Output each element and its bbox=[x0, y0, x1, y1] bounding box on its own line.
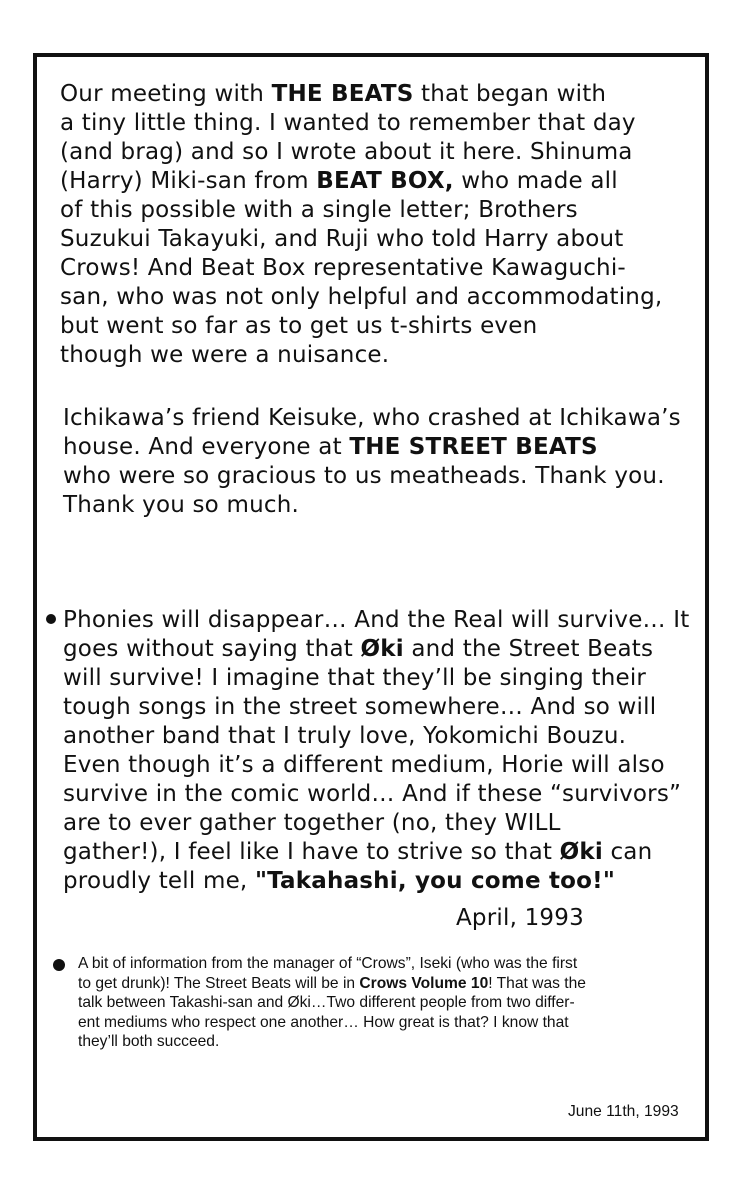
band-name-the-beats: THE BEATS bbox=[271, 81, 414, 107]
bullet-icon bbox=[46, 614, 56, 624]
text-line: another band that I truly love, Yokomichi Bouzu. bbox=[63, 723, 627, 749]
text-line: that began with bbox=[413, 81, 607, 107]
text-line: (Harry) Miki-san from bbox=[60, 168, 317, 194]
text-line: Crows! And Beat Box representative Kawaguchi- bbox=[60, 255, 626, 281]
text-line: Our meeting with bbox=[60, 81, 272, 107]
text-line: are to ever gather together (no, they WILL bbox=[63, 810, 561, 836]
text-line: who were so gracious to us meatheads. Thank you. bbox=[63, 463, 665, 489]
name-oki: Øki bbox=[559, 839, 603, 865]
name-oki: Øki bbox=[360, 636, 404, 662]
quote-takahashi: "Takahashi, you come too!" bbox=[254, 868, 616, 894]
text-line: goes without saying that bbox=[63, 636, 361, 662]
text-line: (and brag) and so I wrote about it here. Shinuma bbox=[60, 139, 633, 165]
band-name-street-beats: THE STREET BEATS bbox=[349, 434, 598, 460]
text-line: and the Street Beats bbox=[403, 636, 654, 662]
text-line: though we were a nuisance. bbox=[60, 342, 390, 368]
text-line: but went so far as to get us t-shirts even bbox=[60, 313, 538, 339]
text-line: will survive! I imagine that they’ll be singing their bbox=[63, 665, 647, 691]
text-line: proudly tell me, bbox=[63, 868, 255, 894]
date-april-1993: April, 1993 bbox=[456, 905, 584, 931]
text-line: who made all bbox=[453, 168, 618, 194]
crows-volume-10: Crows Volume 10 bbox=[359, 974, 489, 992]
date-june-1993: June 11th, 1993 bbox=[568, 1103, 679, 1120]
text-line: they’ll both succeed. bbox=[78, 1033, 220, 1050]
text-line: to get drunk)! The Street Beats will be in bbox=[78, 974, 360, 992]
text-line: a tiny little thing. I wanted to remember that day bbox=[60, 110, 636, 136]
bullet-icon bbox=[53, 959, 65, 971]
text-line: Phonies will disappear… And the Real will survive… It bbox=[63, 607, 690, 633]
text-line: survive in the comic world… And if these “survivors” bbox=[63, 781, 682, 807]
text-line: talk between Takashi-san and Øki…Two different people from two differ- bbox=[78, 994, 575, 1011]
text-line: Thank you so much. bbox=[63, 492, 299, 518]
text-line: can bbox=[602, 839, 653, 865]
text-line: Ichikawa’s friend Keisuke, who crashed at Ichikawa’s bbox=[63, 405, 681, 431]
text-line: Suzukui Takayuki, and Ruji who told Harry about bbox=[60, 226, 624, 252]
text-line: house. And everyone at bbox=[63, 434, 350, 460]
text-line: ent mediums who respect one another… How great is that? I know that bbox=[78, 1013, 569, 1031]
text-line: gather!), I feel like I have to strive so that bbox=[63, 839, 560, 865]
text-line: san, who was not only helpful and accommodating, bbox=[60, 284, 663, 310]
label-beat-box: BEAT BOX, bbox=[316, 168, 454, 194]
manager-note bbox=[78, 954, 688, 1052]
survivors-paragraph bbox=[63, 606, 723, 896]
text-line: tough songs in the street somewhere… And so will bbox=[63, 694, 657, 720]
text-line: Even though it’s a different medium, Horie will also bbox=[63, 752, 665, 778]
text-line: ! That was the bbox=[488, 974, 586, 992]
thanks-paragraph-beats bbox=[60, 80, 720, 370]
thanks-paragraph-street-beats bbox=[63, 404, 723, 520]
text-line: A bit of information from the manager of “Crows”, Iseki (who was the first bbox=[78, 955, 578, 972]
text-line: of this possible with a single letter; Brothers bbox=[60, 197, 578, 223]
